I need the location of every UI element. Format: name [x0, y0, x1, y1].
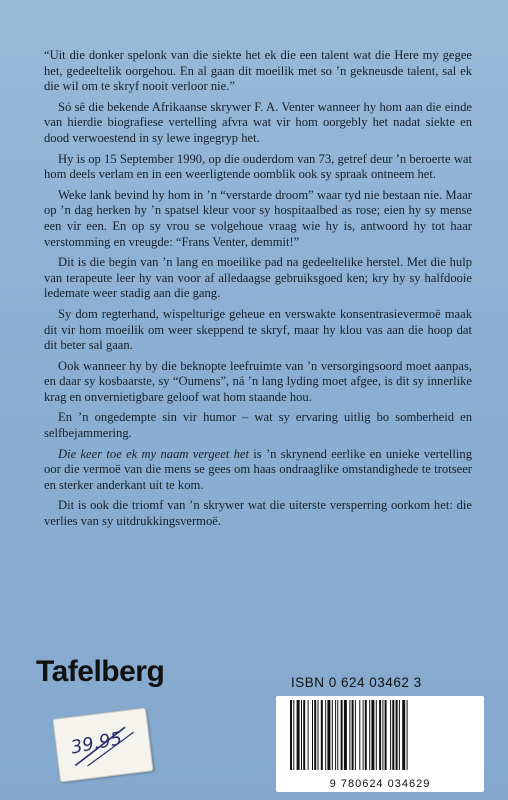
blurb-paragraph-humor: En ’n ongedempte sin vir humor – wat sy ervaring uitlig bo somberheid en selfbejammering. [44, 410, 472, 441]
price-label: 39.95 [69, 728, 124, 759]
publisher-logo: Tafelberg [36, 655, 165, 688]
isbn-number: ISBN 0 624 03462 3 [291, 675, 422, 690]
blurb-paragraph-writing: Sy dom regterhand, wispelturige geheue en verswakte konsentrasievermoë maak dit vir hom moeilik om weer skeppend te skryf, maar hy klou vas aan die hoop dat dit beter sal gaan. [44, 306, 472, 353]
blurb-paragraph-title [44, 447, 472, 494]
barcode-bars [286, 700, 474, 776]
blurb-paragraph-stroke: Hy is op 15 September 1990, op die ouderdom van 73, getref deur ’n beroerte wat hom deels verlam en in een weerligtende oomblik ook sy spraak ontneem het. [44, 151, 472, 182]
blurb-paragraph-care-home: Ook wanneer hy by die beknopte leefruimte van ’n versorgingsoord moet aanpas, en daar sy kosbaarste, sy “Oumens”, ná ’n lang lyding moet afgee, is dit sy innerlike krag en onvernietigbare geloof wat hom staande hou. [44, 358, 472, 404]
blurb-paragraph-dream: Weke lank bevind hy hom in ’n “verstarde droom” waar tyd nie bestaan nie. Maar op ’n dag herken hy ’n spatsel kleur voor sy hospitaalbed as rose; eien hy sy mense een vir een. En op sy vrou se volgehoue vraag wie hy is, antwoord hy tot haar verstomming en vreugde: “Frans Venter, demmit!” [44, 187, 472, 249]
barcode [276, 696, 484, 792]
book-title-italic: Die keer toe ek my naam vergeet het [58, 446, 250, 461]
price-sticker [52, 708, 153, 783]
blurb-paragraph-quote: “Uit die donker spelonk van die siekte het ek die een talent wat die Here my gegee het, gedeeltelik oorgehou. En al gaan dit moeilik met so ’n gekneusde talent, sal ek die wil om te skryf nooit verloor nie.” [44, 48, 472, 94]
blurb-paragraph-intro: Só sê die bekende Afrikaanse skrywer F. A. Venter wanneer hy hom aan die einde van hierdie biografiese vertelling afvra wat vir hom oorgebly het nadat siekte en dood verwoestend in sy lewe ingegryp het. [44, 99, 472, 145]
blurb-title-rest: is ’n skrynend eerlike en unieke vertelling oor die vermoë van die mens se gees om haas ondraaglike omstandighede te trotseer en sterker anderkant uit te kom. [44, 446, 472, 492]
blurb-text [44, 48, 472, 535]
blurb-paragraph-closing: Dit is ook die triomf van ’n skrywer wat die uiterste versperring oorkom het: die verlies van sy uitdrukkingsvermoë. [44, 498, 472, 529]
blurb-paragraph-recovery: Dit is die begin van ’n lang en moeilike pad na gedeeltelike herstel. Met die hulp van terapeute leer hy van voor af alledaagse gebruiksgoed ken; kry hy sy halfdooie ledemate weer stadig aan die gang. [44, 255, 472, 301]
barcode-digits: 9 780624 034629 [329, 778, 431, 790]
